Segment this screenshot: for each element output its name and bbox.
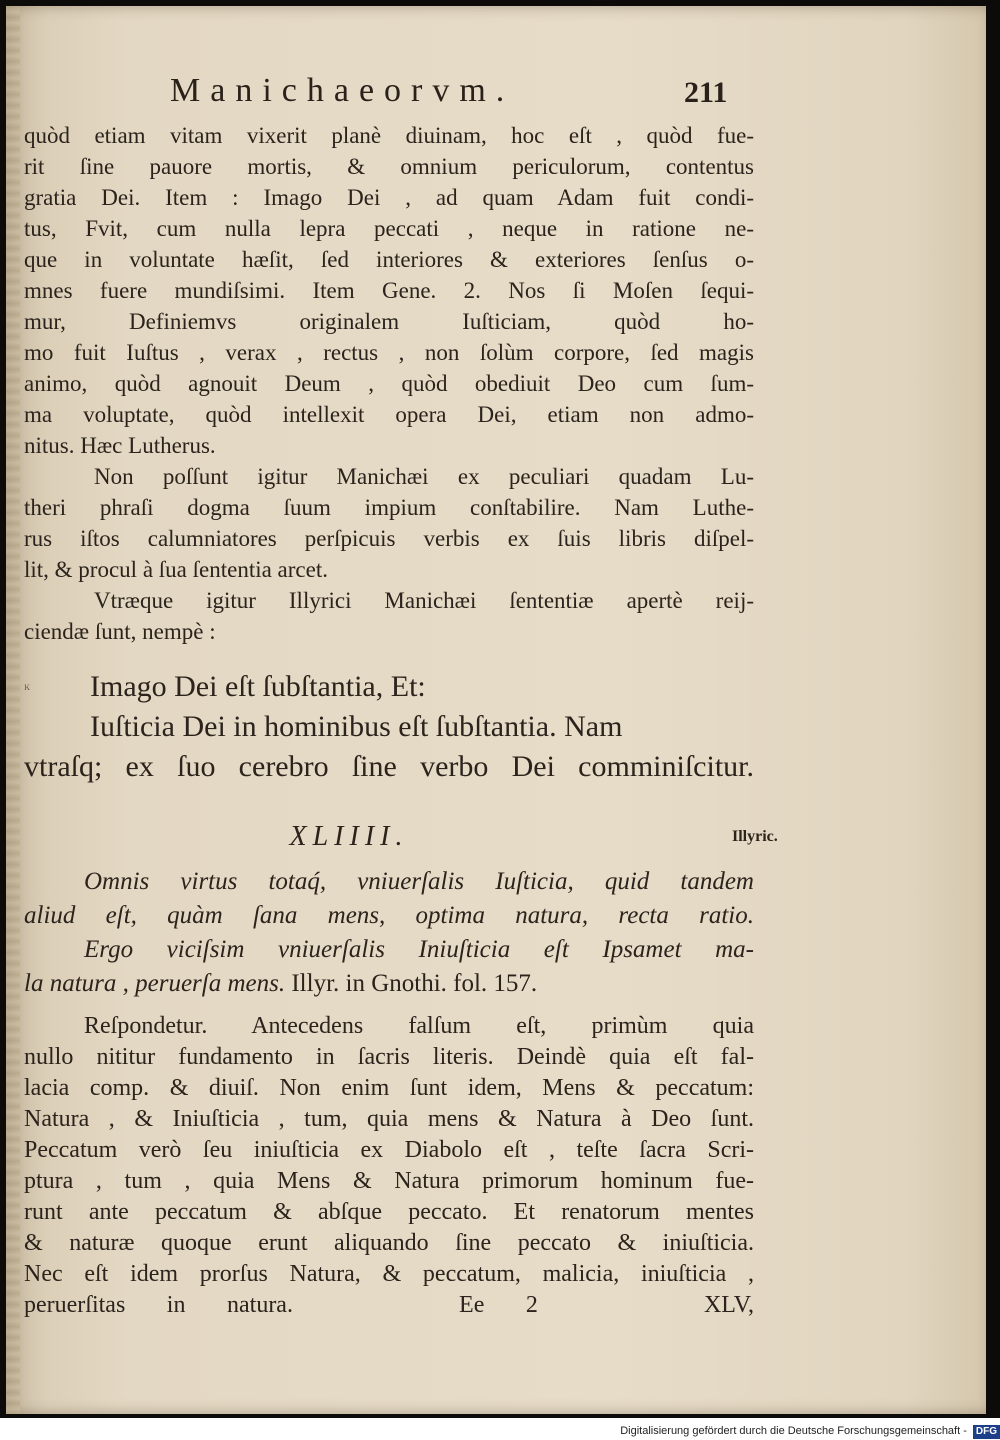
text-line: ciendæ ſunt, nempè : xyxy=(24,619,216,644)
response-line: ptura , tum , quia Mens & Natura primorum hominum fue- xyxy=(24,1168,754,1194)
text-line: rus iſtos calumniatores perſpicuis verbis ex ſuis libris diſpel- xyxy=(24,526,754,551)
response-paragraph xyxy=(24,1011,754,1321)
text-line: que in voluntate hæſit, ſed interiores & exteriores ſenſus o- xyxy=(24,247,754,272)
text-line: nitus. Hæc Lutherus. xyxy=(24,433,216,458)
text-line: Vtræque igitur Illyrici Manichæi ſententiæ apertè reij- xyxy=(94,588,754,613)
section-heading: XLIIII. xyxy=(289,821,409,852)
text-line: gratia Dei. Item : Imago Dei , ad quam Adam fuit condi- xyxy=(24,185,754,210)
response-line: peruerſitas in natura. Ee 2 XLV, xyxy=(24,1292,754,1318)
text-line: ma voluptate, quòd intellexit opera Dei, etiam non admo- xyxy=(24,402,754,427)
dfg-logo: DFG xyxy=(973,1425,1000,1439)
running-title: Manichaeorvm. xyxy=(170,72,515,109)
text-line: theri phraſi dogma ſuum impium conſtabilire. Nam Luthe- xyxy=(24,495,754,520)
paragraph-3 xyxy=(24,585,754,647)
text-line: lit, & procul à ſua ſententia arcet. xyxy=(24,557,328,582)
text-line: mo fuit Iuſtus , verax , rectus , non ſolùm corpore, ſed magis xyxy=(24,340,754,365)
marginal-note: Illyric. xyxy=(732,828,778,845)
main-text xyxy=(24,120,754,1321)
page-gutter xyxy=(6,6,20,1414)
text-line: quòd etiam vitam vixerit planè diuinam, hoc eſt , quòd fue- xyxy=(24,123,754,148)
thesis-line: Omnis virtus totaq́, vniuerſalis Iuſticia, quid tandem xyxy=(84,868,754,895)
paragraph-2 xyxy=(24,461,754,585)
response-line: runt ante peccatum & abſque peccato. Et renatorum mentes xyxy=(24,1199,754,1225)
quote-line: Imago Dei eſt ſubſtantia, Et: xyxy=(90,670,426,703)
text-line: mur, Definiemvs originalem Iuſticiam, quòd ho- xyxy=(24,309,754,334)
thesis-line: aliud eſt, quàm ſana mens, optima natura, recta ratio. xyxy=(24,902,754,929)
text-line: mnes fuere mundiſsimi. Item Gene. 2. Nos ſi Moſen ſequi- xyxy=(24,278,754,303)
text-line: rit ſine pauore mortis, & omnium periculorum, contentus xyxy=(24,154,754,179)
citation: Illyr. in Gnothi. fol. 157. xyxy=(285,970,538,997)
paragraph-1 xyxy=(24,120,754,461)
funding-note: Digitalisierung gefördert durch die Deutsche Forschungsgemeinschaft - xyxy=(620,1425,967,1437)
thesis-italic: la natura , peruerſa mens. xyxy=(24,970,286,997)
thesis-line xyxy=(24,967,754,1001)
quoted-propositions xyxy=(24,667,754,787)
response-line: nullo nititur fundamento in ſacris literis. Deindè quia eſt fal- xyxy=(24,1044,754,1070)
margin-mark: ĸ xyxy=(24,679,30,693)
response-line: & naturæ quoque erunt aliquando ſine peccato & iniuſticia. xyxy=(24,1230,754,1256)
response-line: Nec eſt idem prorſus Natura, & peccatum, malicia, iniuſticia , xyxy=(24,1261,754,1287)
response-line: lacia comp. & diuiſ. Non enim ſunt idem, Mens & peccatum: xyxy=(24,1075,754,1101)
funding-footer xyxy=(600,1422,1000,1440)
text-line: Non poſſunt igitur Manichæi ex peculiari quadam Lu- xyxy=(94,464,754,489)
page-number: 211 xyxy=(684,76,728,109)
response-line: Peccatum verò ſeu iniuſticia ex Diabolo eſt , teſte ſacra Scri- xyxy=(24,1137,754,1163)
quote-line: vtraſq; ex ſuo cerebro ſine verbo Dei comminiſcitur. xyxy=(24,750,754,783)
quote-line: Iuſticia Dei in hominibus eſt ſubſtantia. Nam xyxy=(90,710,623,743)
response-line: Natura , & Iniuſticia , tum, quia mens & Natura à Deo ſunt. xyxy=(24,1106,754,1132)
response-line: Reſpondetur. Antecedens falſum eſt, primùm quia xyxy=(84,1013,754,1039)
thesis-line: Ergo viciſsim vniuerſalis Iniuſticia eſt Ipsamet ma- xyxy=(84,936,754,963)
text-line: animo, quòd agnouit Deum , quòd obediuit Deo cum ſum- xyxy=(24,371,754,396)
thesis-block xyxy=(24,865,754,1001)
text-line: tus, Fvit, cum nulla lepra peccati , neque in ratione ne- xyxy=(24,216,754,241)
